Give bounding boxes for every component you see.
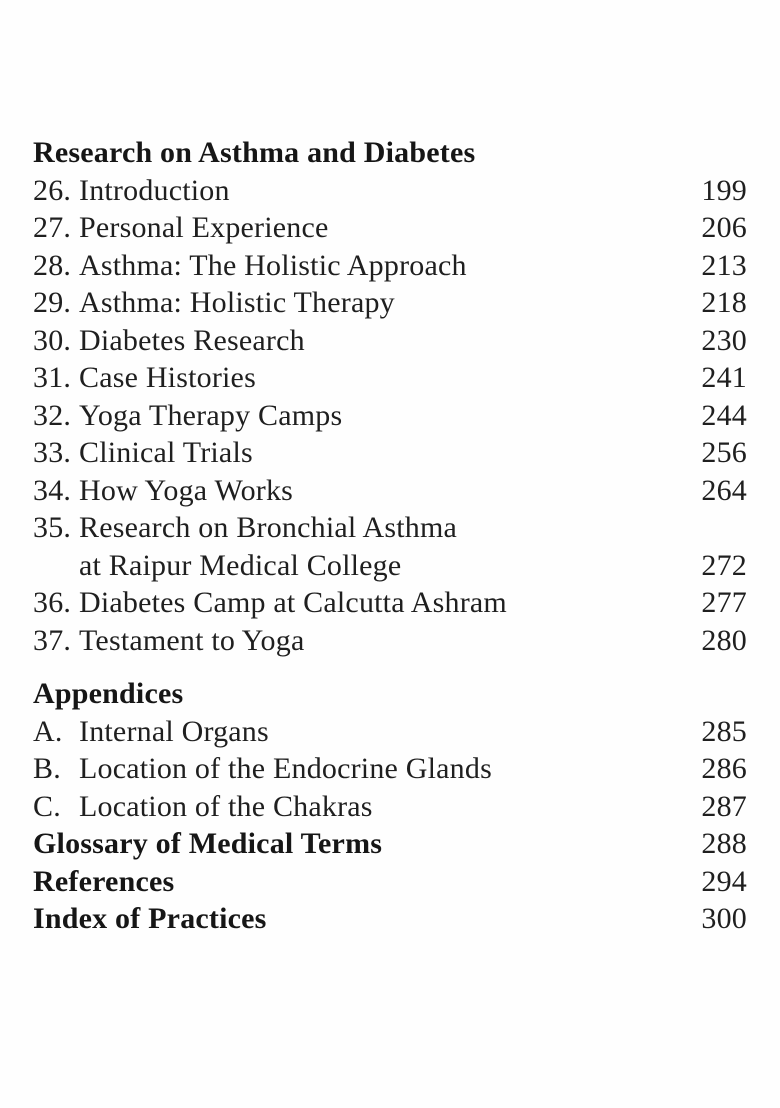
entry-number: 29. (33, 286, 72, 319)
toc-entry (33, 750, 747, 788)
entry-title: Asthma: The Holistic Approach (79, 248, 467, 282)
entry-page-number: 230 (701, 323, 747, 357)
toc-entry (33, 825, 747, 863)
entry-page-number: 241 (701, 361, 747, 394)
toc-entry (33, 209, 747, 247)
entry-title: Glossary of Medical Terms (33, 827, 383, 860)
toc-entry (33, 322, 747, 360)
entry-title: at Raipur Medical College (79, 548, 402, 582)
entry-number: 30. (33, 323, 72, 357)
entry-number: 26. (33, 173, 72, 207)
entry-title: Clinical Trials (79, 436, 253, 469)
entry-page-number: 256 (701, 436, 747, 469)
entry-page-number: 272 (701, 548, 747, 582)
entry-page-number: 300 (701, 902, 747, 935)
section-heading: Appendices (33, 677, 184, 710)
toc-entry (33, 547, 747, 585)
entry-page-number: 213 (701, 248, 747, 282)
toc-entry (33, 863, 747, 901)
toc-section (33, 675, 747, 825)
toc-entry (33, 713, 747, 751)
entry-title: Case Histories (79, 361, 256, 394)
entry-page-number: 286 (701, 752, 747, 785)
entry-number: 34. (33, 473, 72, 507)
entry-number: 27. (33, 211, 72, 244)
entry-page-number: 287 (701, 789, 747, 823)
entry-page-number: 280 (701, 623, 747, 657)
section-entries (33, 713, 747, 826)
entry-number: B. (33, 752, 61, 785)
entry-title: Diabetes Research (79, 323, 305, 357)
toc-entry (33, 434, 747, 472)
entry-title: Personal Experience (79, 211, 329, 244)
toc-entry (33, 284, 747, 322)
entry-page-number: 288 (701, 827, 747, 860)
toc-entry (33, 584, 747, 622)
section-entries (33, 172, 747, 660)
entry-page-number: 294 (701, 864, 747, 898)
entry-title: Diabetes Camp at Calcutta Ashram (79, 586, 507, 619)
entry-number: A. (33, 714, 63, 748)
entry-number: 31. (33, 361, 72, 394)
entry-number: 36. (33, 586, 72, 619)
toc-section (33, 134, 747, 659)
entry-title: Yoga Therapy Camps (79, 398, 343, 432)
entry-page-number: 277 (701, 586, 747, 619)
entry-number: 33. (33, 436, 72, 469)
entry-title: Research on Bronchial Asthma (79, 511, 458, 544)
entry-page-number: 206 (701, 211, 747, 244)
entry-title: Location of the Endocrine Glands (79, 752, 492, 785)
entry-number: 32. (33, 398, 72, 432)
entry-title: Introduction (79, 173, 230, 207)
entry-title: Asthma: Holistic Therapy (79, 286, 395, 319)
entry-title: Location of the Chakras (79, 789, 373, 823)
toc-entry (33, 172, 747, 210)
toc-entry (33, 397, 747, 435)
entry-title: How Yoga Works (79, 473, 294, 507)
entry-number: 35. (33, 511, 72, 544)
entry-title: Testament to Yoga (79, 623, 305, 657)
entry-title: References (33, 864, 175, 898)
entry-number: C. (33, 789, 61, 823)
entry-title: Index of Practices (33, 902, 267, 935)
entry-page-number: 199 (701, 173, 747, 207)
toc-entry (33, 788, 747, 826)
entry-title: Internal Organs (79, 714, 269, 748)
toc-entry (33, 472, 747, 510)
section-heading: Research on Asthma and Diabetes (33, 136, 476, 169)
entry-number: 28. (33, 248, 72, 282)
toc-entry (33, 622, 747, 660)
entry-page-number: 244 (701, 398, 747, 432)
toc-entry (33, 509, 747, 547)
toc-entry (33, 247, 747, 285)
footer-entries (33, 825, 747, 938)
entry-number: 37. (33, 623, 72, 657)
toc-entry (33, 900, 747, 938)
toc-entry (33, 359, 747, 397)
entry-page-number: 218 (701, 286, 747, 319)
entry-page-number: 264 (701, 473, 747, 507)
entry-page-number: 285 (701, 714, 747, 748)
